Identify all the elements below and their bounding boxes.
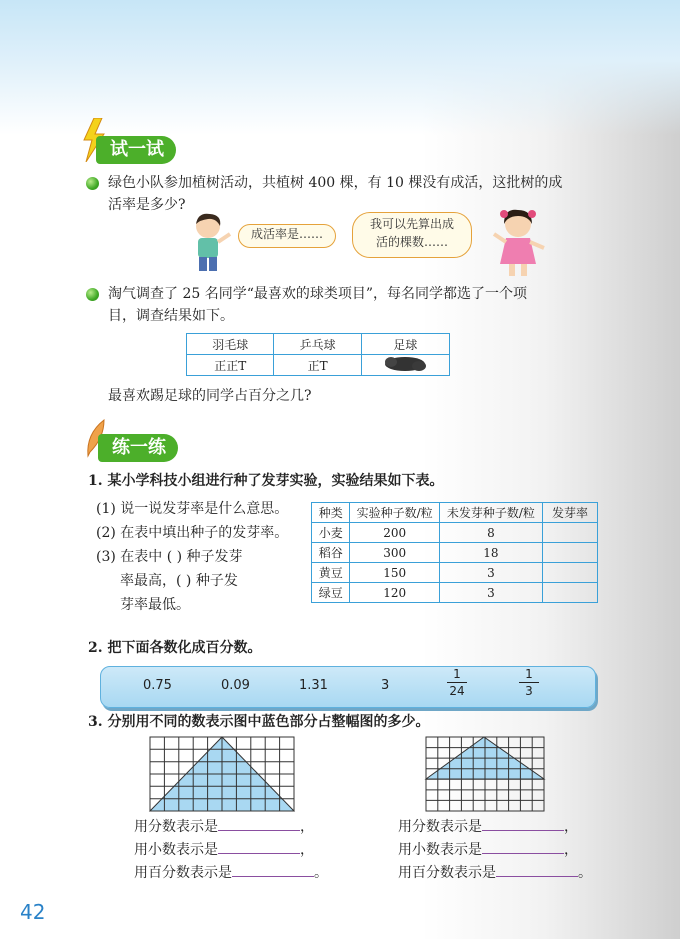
fill-line-decimal-left bbox=[134, 839, 314, 861]
boy-illustration bbox=[186, 212, 232, 276]
fill-line-percent-right bbox=[398, 862, 592, 884]
seed-failed: 3 bbox=[439, 583, 542, 603]
seed-name: 黄豆 bbox=[312, 563, 350, 583]
strip-number: 1.31 bbox=[299, 678, 328, 693]
strip-number: 0.09 bbox=[221, 678, 250, 693]
green-bullet-icon bbox=[86, 177, 99, 190]
green-bullet-icon bbox=[86, 288, 99, 301]
girl-illustration bbox=[492, 208, 546, 278]
seed-rate-blank[interactable] bbox=[542, 543, 597, 563]
fraction-denominator: 3 bbox=[525, 684, 533, 698]
answer-blank[interactable] bbox=[496, 862, 578, 877]
answer-blank[interactable] bbox=[218, 816, 300, 831]
table-row bbox=[312, 583, 598, 603]
fraction-denominator: 24 bbox=[449, 684, 465, 698]
fill-line-decimal-right bbox=[398, 839, 578, 861]
strip-number: 3 bbox=[381, 678, 390, 693]
grid-diagram-left bbox=[148, 735, 296, 813]
fill-end: ， bbox=[564, 842, 578, 858]
survey-header: 乒乓球 bbox=[274, 334, 361, 355]
fill-end: 。 bbox=[314, 865, 328, 881]
grid-diagram-right bbox=[424, 735, 546, 813]
seed-total: 200 bbox=[350, 523, 440, 543]
seed-failed: 18 bbox=[439, 543, 542, 563]
seed-header: 种类 bbox=[312, 503, 350, 523]
fill-label: 用分数表示是 bbox=[134, 819, 218, 835]
strip-fraction bbox=[447, 667, 467, 698]
fill-label: 用小数表示是 bbox=[398, 842, 482, 858]
number-strip bbox=[100, 666, 596, 708]
bubble-right-line1: 我可以先算出成 bbox=[369, 217, 454, 231]
seed-name: 绿豆 bbox=[312, 583, 350, 603]
bubble-right-line2: 活的棵数…… bbox=[375, 235, 448, 249]
seed-table bbox=[311, 502, 598, 603]
q1-text-line1: 绿色小队参加植树活动，共植树 400 棵，有 10 棵没有成活，这批树的成 bbox=[108, 175, 563, 191]
fill-label: 用百分数表示是 bbox=[134, 865, 232, 881]
seed-rate-blank[interactable] bbox=[542, 563, 597, 583]
answer-blank[interactable] bbox=[482, 816, 564, 831]
fill-end: ， bbox=[300, 842, 314, 858]
fill-end: ， bbox=[564, 819, 578, 835]
fill-label: 用百分数表示是 bbox=[398, 865, 496, 881]
seed-name: 稻谷 bbox=[312, 543, 350, 563]
survey-tally: 正正T bbox=[187, 355, 274, 376]
p1-title: 1. 某小学科技小组进行种了发芽实验，实验结果如下表。 bbox=[88, 473, 444, 489]
seed-total: 150 bbox=[350, 563, 440, 583]
p1-sub3-line1: (3) 在表中 ( ) 种子发芽 bbox=[96, 549, 243, 565]
fill-end: ， bbox=[300, 819, 314, 835]
table-row bbox=[312, 563, 598, 583]
seed-total: 300 bbox=[350, 543, 440, 563]
seed-header: 实验种子数/粒 bbox=[350, 503, 440, 523]
q2-question: 最喜欢踢足球的同学占百分之几? bbox=[108, 388, 312, 404]
survey-tally: 正T bbox=[274, 355, 361, 376]
p1-sub3-line3: 芽率最低。 bbox=[120, 597, 190, 613]
fraction-numerator: 1 bbox=[453, 667, 461, 681]
seed-failed: 3 bbox=[439, 563, 542, 583]
fill-label: 用小数表示是 bbox=[134, 842, 218, 858]
strip-fraction bbox=[519, 667, 539, 698]
survey-table bbox=[186, 333, 450, 376]
page-number: 42 bbox=[20, 900, 46, 924]
survey-header: 足球 bbox=[361, 334, 449, 355]
fill-line-percent-left bbox=[134, 862, 328, 884]
answer-blank[interactable] bbox=[482, 839, 564, 854]
header-sky-background bbox=[0, 0, 680, 135]
seed-header: 发芽率 bbox=[542, 503, 597, 523]
speech-bubble-left bbox=[238, 224, 336, 248]
seed-name: 小麦 bbox=[312, 523, 350, 543]
seed-rate-blank[interactable] bbox=[542, 583, 597, 603]
table-row bbox=[312, 543, 598, 563]
survey-header: 羽毛球 bbox=[187, 334, 274, 355]
p2-title: 2. 把下面各数化成百分数。 bbox=[88, 640, 262, 656]
q2-text-line2: 目，调查结果如下。 bbox=[108, 308, 234, 324]
p1-sub2: (2) 在表中填出种子的发芽率。 bbox=[96, 525, 289, 541]
fraction-numerator: 1 bbox=[525, 667, 533, 681]
q1-text-line2: 活率是多少? bbox=[108, 197, 186, 213]
table-row bbox=[312, 523, 598, 543]
ink-blot-cell bbox=[361, 355, 449, 376]
answer-blank[interactable] bbox=[232, 862, 314, 877]
try-section-title: 试一试 bbox=[96, 136, 176, 164]
ink-blot-icon bbox=[381, 356, 429, 372]
p1-sub3-line2: 率最高，( ) 种子发 bbox=[120, 573, 238, 589]
seed-total: 120 bbox=[350, 583, 440, 603]
p1-sub1: (1) 说一说发芽率是什么意思。 bbox=[96, 501, 289, 517]
seed-header: 未发芽种子数/粒 bbox=[439, 503, 542, 523]
seed-rate-blank[interactable] bbox=[542, 523, 597, 543]
strip-number: 0.75 bbox=[143, 678, 172, 693]
fill-line-fraction-right bbox=[398, 816, 578, 838]
seed-failed: 8 bbox=[439, 523, 542, 543]
p3-title: 3. 分别用不同的数表示图中蓝色部分占整幅图的多少。 bbox=[88, 714, 430, 730]
fill-label: 用分数表示是 bbox=[398, 819, 482, 835]
bubble-left-text: 成活率是…… bbox=[250, 227, 323, 241]
fill-line-fraction-left bbox=[134, 816, 314, 838]
answer-blank[interactable] bbox=[218, 839, 300, 854]
fill-end: 。 bbox=[578, 865, 592, 881]
q2-text-line1: 淘气调查了 25 名同学“最喜欢的球类项目”，每名同学都选了一个项 bbox=[108, 286, 528, 302]
practice-section-title: 练一练 bbox=[98, 434, 178, 462]
speech-bubble-right bbox=[352, 212, 472, 258]
